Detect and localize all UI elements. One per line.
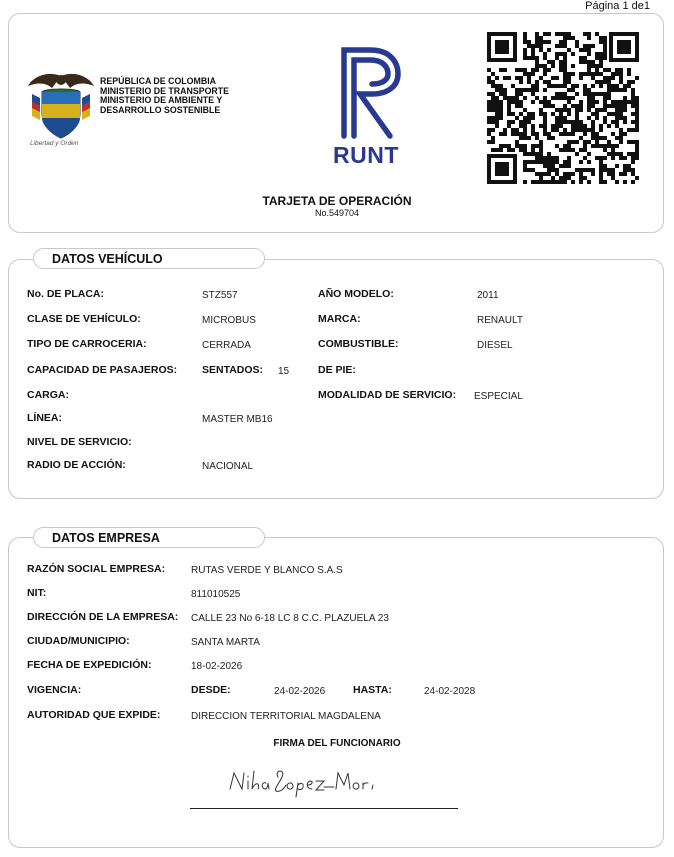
combustible-label: COMBUSTIBLE: xyxy=(318,338,399,350)
signature-line xyxy=(190,808,458,809)
fecha-value: 18-02-2026 xyxy=(191,661,243,672)
firma-label: FIRMA DEL FUNCIONARIO xyxy=(273,738,401,749)
hasta-label: HASTA: xyxy=(353,684,392,696)
motto-text: Libertad y Orden xyxy=(30,140,79,147)
depie-label: DE PIE: xyxy=(318,364,356,376)
placa-label: No. DE PLACA: xyxy=(27,288,104,300)
autoridad-label: AUTORIDAD QUE EXPIDE: xyxy=(27,709,161,721)
carroceria-label: TIPO DE CARROCERIA: xyxy=(27,338,147,350)
nit-value: 811010525 xyxy=(191,589,241,600)
combustible-value: DIESEL xyxy=(477,340,513,351)
anio-label: AÑO MODELO: xyxy=(318,288,394,300)
clase-label: CLASE DE VEHÍCULO: xyxy=(27,313,141,325)
desde-value: 24-02-2026 xyxy=(274,686,326,697)
government-heading: REPÚBLICA DE COLOMBIA MINISTERIO DE TRANSPORTE MINISTERIO DE AMBIENTE Y DESARROLLO SOSTENIBLE xyxy=(100,76,230,115)
linea-value: MASTER MB16 xyxy=(202,414,273,425)
radio-value: NACIONAL xyxy=(202,461,254,472)
linea-label: LÍNEA: xyxy=(27,412,62,424)
signature-image xyxy=(226,763,376,803)
nit-label: NIT: xyxy=(27,587,47,599)
page-number: Página 1 de1 xyxy=(585,0,650,12)
direccion-value: CALLE 23 No 6-18 LC 8 C.C. PLAZUELA 23 xyxy=(191,613,389,624)
radio-label: RADIO DE ACCIÓN: xyxy=(27,459,126,471)
autoridad-value: DIRECCION TERRITORIAL MAGDALENA xyxy=(191,711,381,722)
marca-value: RENAULT xyxy=(477,315,523,326)
ciudad-label: CIUDAD/MUNICIPIO: xyxy=(27,635,130,647)
coat-of-arms-icon xyxy=(26,70,96,142)
carroceria-value: CERRADA xyxy=(202,340,251,351)
clase-value: MICROBUS xyxy=(202,315,256,326)
qr-code-icon xyxy=(485,30,641,186)
anio-value: 2011 xyxy=(477,290,499,301)
nivel-label: NIVEL DE SERVICIO: xyxy=(27,436,132,448)
hasta-value: 24-02-2028 xyxy=(424,686,476,697)
modalidad-label: MODALIDAD DE SERVICIO: xyxy=(318,389,457,401)
card-title: TARJETA DE OPERACIÓN xyxy=(262,194,412,208)
runt-logo-icon xyxy=(336,44,402,140)
card-number: No.549704 xyxy=(314,208,360,218)
fecha-label: FECHA DE EXPEDICIÓN: xyxy=(27,659,152,671)
razon-value: RUTAS VERDE Y BLANCO S.A.S xyxy=(191,565,343,576)
modalidad-value: ESPECIAL xyxy=(474,391,523,402)
ciudad-value: SANTA MARTA xyxy=(191,637,260,648)
desde-label: DESDE: xyxy=(191,684,231,696)
sentados-label: SENTADOS: xyxy=(202,364,264,376)
company-section-title: DATOS EMPRESA xyxy=(33,527,265,548)
runt-logo-text: RUNT xyxy=(333,142,399,168)
vigencia-label: VIGENCIA: xyxy=(27,684,82,696)
direccion-label: DIRECCIÓN DE LA EMPRESA: xyxy=(27,611,179,623)
marca-label: MARCA: xyxy=(318,313,361,325)
placa-value: STZ557 xyxy=(202,290,238,301)
razon-label: RAZÓN SOCIAL EMPRESA: xyxy=(27,563,166,575)
capacidad-label: CAPACIDAD DE PASAJEROS: xyxy=(27,364,178,376)
sentados-value: 15 xyxy=(278,366,290,377)
carga-label: CARGA: xyxy=(27,389,69,401)
vehicle-section-title: DATOS VEHÍCULO xyxy=(33,248,265,269)
